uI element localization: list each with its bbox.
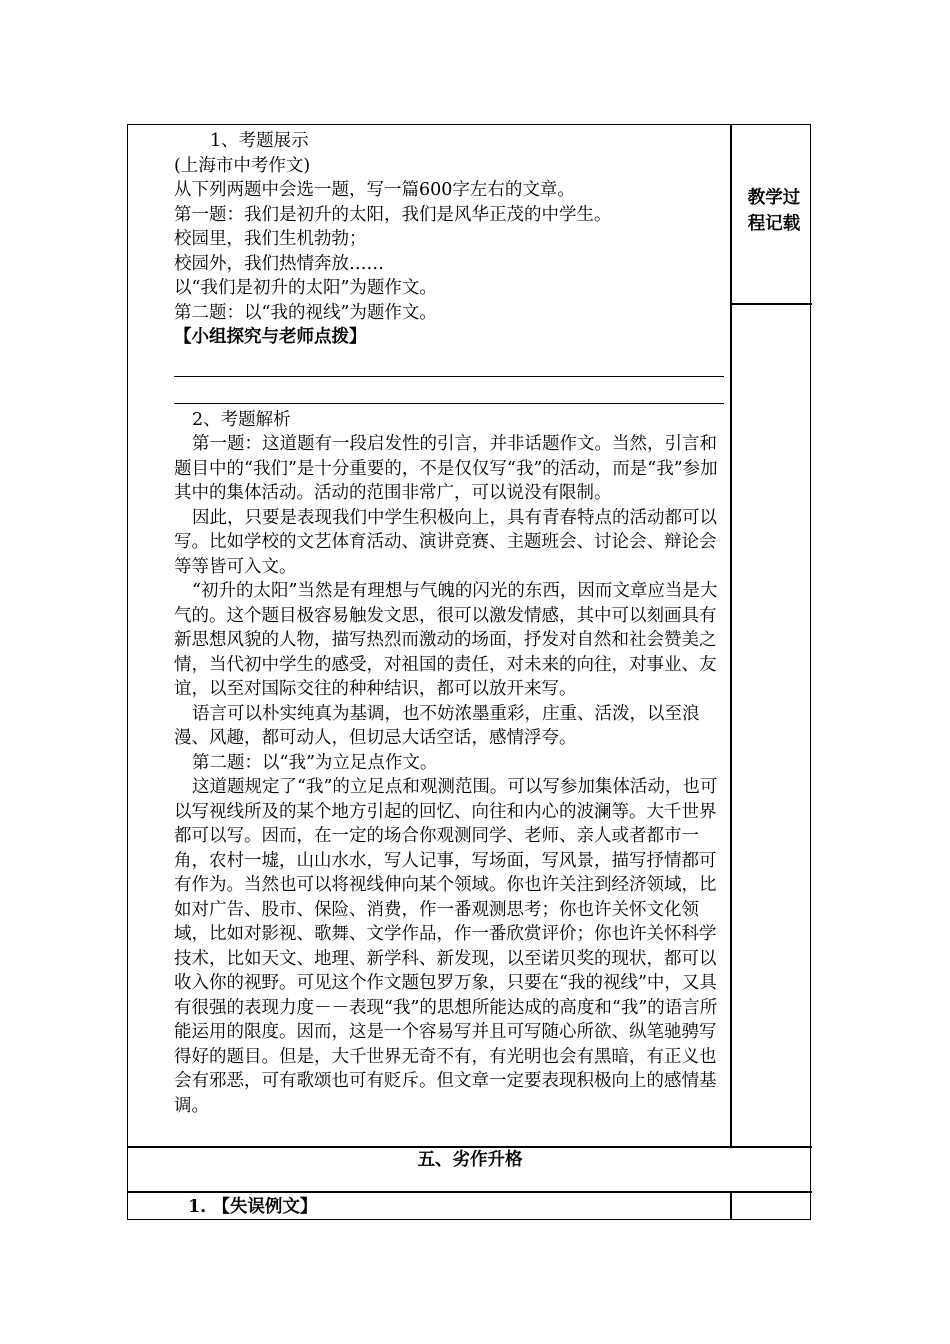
sidebar-divider	[730, 303, 812, 305]
analysis-paragraph-2: 因此，只要是表现我们中学生积极向上，具有青春特点的活动都可以写。比如学校的文艺体育活动、演讲竞赛、主题班会、讨论会、辩论会等等皆可入文。	[174, 507, 717, 577]
sidebar-label	[736, 185, 812, 237]
section-5-item-1: 1. 【失误例文】	[188, 1197, 318, 1217]
analysis-paragraph-1: 第一题：这道题有一段启发性的引言，并非话题作文。当然，引言和题目中的“我们”是十分重要的，不是仅仅写“我”的活动，而是“我”参加其中的集体活动。活动的范围非常广，可以说没有限制。	[174, 434, 718, 503]
analysis-title: 2、考题解析	[192, 409, 291, 430]
group-header: 【小组探究与老师点拨】	[174, 327, 367, 347]
lesson-table	[127, 124, 811, 1220]
source-line: (上海市中考作文)	[174, 155, 311, 176]
section-5-title: 五、劣作升格	[417, 1150, 523, 1170]
column-divider-bottom	[730, 1192, 732, 1220]
main-content	[174, 129, 724, 1118]
analysis-paragraph-5: 第二题：以“我”为立足点作文。	[192, 752, 438, 773]
sidebar-label-line2: 程记载	[747, 214, 801, 234]
question-1-title: 第一题：我们是初升的太阳，我们是风华正茂的中学生。	[174, 204, 612, 225]
question-2-title: 第二题：以“我的视线”为题作文。	[174, 302, 437, 323]
analysis-paragraph-6: 这道题规定了“我”的立足点和观测范围。可以写参加集体活动，也可以写视线所及的某个地方引起的回忆、向往和内心的波澜等。大千世界都可以写。因而，在一定的场合你观测同学、老师、亲人或者都市一角，农村一墟，山山水水，写人记事，写场面，写风景，描写抒情都可有作为。当然也可以将视线伸向某个领域。你也许关注到经济领域，比如对广告、股市、保险、消费，作一番观测思考；你也许关怀文化领域，比如对影视、歌舞、文学作品，作一番欣赏评价；你也许关怀科学技术，比如天文、地理、新学科、新发现，以至诺贝奖的现状，都可以收入你的视野。可见这个作文题包罗万象，只要在“我的视线”中，又具有很强的表现力度－－表现“我”的思想所能达成的高度和“我”的语言所能运用的限度。因而，这是一个容易写并且可写随心所欲、纵笔驰骋写得好的题目。但是，大千世界无奇不有，有光明也会有黑暗，有正义也会有邪恶，可有歌颂也可有贬斥。但文章一定要表现积极向上的感情基调。	[174, 777, 718, 1116]
analysis-paragraph-3: “初升的太阳”当然是有理想与气魄的闪光的东西，因而文章应当是大气的。这个题目极容易触发文思，很可以激发情感，其中可以刻画具有新思想风貌的人物，描写热烈而激动的场面，抒发对自然和社会赞美之情，当代初中学生的感受，对祖国的责任，对未来的向往，对事业、友谊，以至对国际交往的种种结识，都可以放开来写。	[174, 581, 718, 699]
topic-title: 1、考题展示	[210, 131, 309, 151]
sidebar-label-line1: 教学过	[747, 188, 801, 208]
row-divider-2	[128, 1191, 812, 1193]
answer-line-2	[174, 377, 724, 404]
answer-line-1	[174, 350, 724, 377]
question-1-line2: 校园里，我们生机勃勃；	[174, 229, 367, 249]
analysis-paragraph-4: 语言可以朴实纯真为基调，也不妨浓墨重彩，庄重、活泼，以至浪漫、风趣，都可动人，但切忌大话空话，感情浮夸。	[174, 703, 700, 748]
instruction-line: 从下列两题中会选一题，写一篇600字左右的文章。	[174, 180, 575, 200]
question-1-line3: 校园外，我们热情奔放……	[174, 253, 384, 274]
column-divider	[730, 125, 732, 1147]
question-1-line4: 以“我们是初升的太阳”为题作文。	[174, 278, 437, 298]
